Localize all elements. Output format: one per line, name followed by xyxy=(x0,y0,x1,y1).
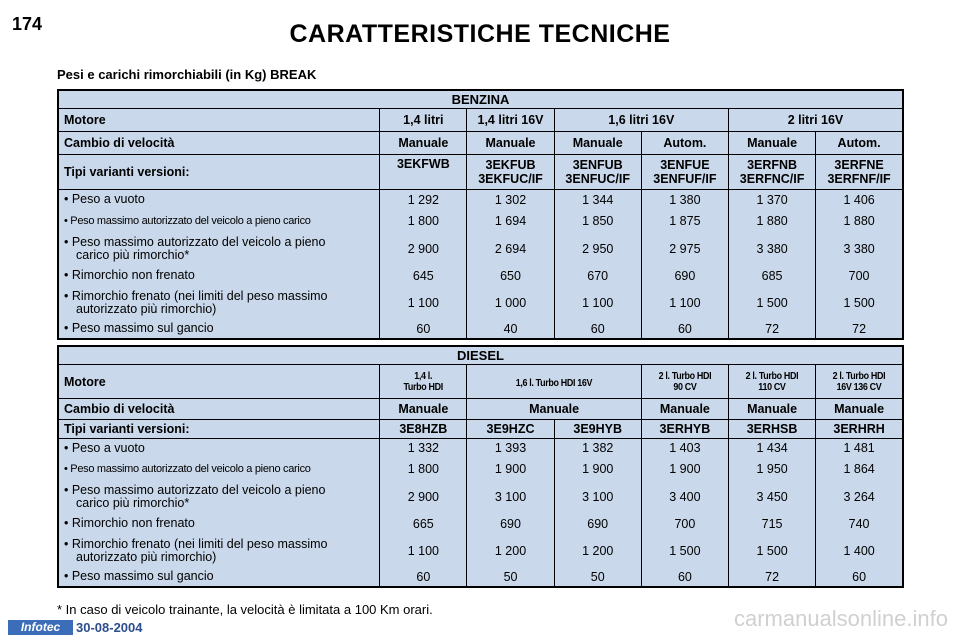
value-cell: 1 900 xyxy=(641,458,728,480)
value-cell: 60 xyxy=(380,320,467,339)
benzina-table xyxy=(57,89,904,340)
value-cell: 1 100 xyxy=(641,286,728,320)
tipi-label: Tipi varianti versioni: xyxy=(58,420,380,439)
value-cell: 72 xyxy=(728,320,815,339)
value-cell: 40 xyxy=(467,320,554,339)
value-cell: 1 292 xyxy=(380,190,467,210)
table-row xyxy=(58,210,903,232)
value-cell: 645 xyxy=(380,266,467,286)
value-cell: 60 xyxy=(641,568,728,587)
infotec-logo: Infotec xyxy=(8,620,73,635)
cambio-cell: Manuale xyxy=(816,399,903,420)
section-subtitle: Pesi e carichi rimorchiabili (in Kg) BREAK xyxy=(57,67,317,82)
value-cell: 1 500 xyxy=(641,534,728,568)
value-cell: 3 100 xyxy=(554,480,641,514)
value-cell: 690 xyxy=(554,514,641,534)
value-cell: 60 xyxy=(554,320,641,339)
value-cell: 1 380 xyxy=(641,190,728,210)
motore-cell: 1,4 litri xyxy=(380,109,467,132)
tipi-cell: 3ERHYB xyxy=(641,420,728,439)
diesel-header: DIESEL xyxy=(58,346,903,365)
value-cell: 50 xyxy=(467,568,554,587)
motore-cell: 1,4 l. Turbo HDI xyxy=(380,365,467,399)
page-number: 174 xyxy=(12,14,43,34)
value-cell: 1 880 xyxy=(816,210,903,232)
value-cell: 1 850 xyxy=(554,210,641,232)
table-row xyxy=(58,568,903,587)
value-cell: 72 xyxy=(728,568,815,587)
value-cell: 1 900 xyxy=(467,458,554,480)
table-row xyxy=(58,232,903,266)
value-cell: 1 694 xyxy=(467,210,554,232)
row-label: • Peso massimo autorizzato del veicolo a pieno carico più rimorchio* xyxy=(64,482,326,510)
value-cell: 60 xyxy=(380,568,467,587)
value-cell: 1 406 xyxy=(816,190,903,210)
value-cell: 1 344 xyxy=(554,190,641,210)
value-cell: 670 xyxy=(554,266,641,286)
row-label: • Peso a vuoto xyxy=(64,192,145,207)
tipi-cell: 3E9HYB xyxy=(554,420,641,439)
tipi-cell: 3EKFWB xyxy=(380,155,467,190)
value-cell: 1 481 xyxy=(816,439,903,458)
table-row xyxy=(58,320,903,339)
motore-cell: 2 l. Turbo HDI 110 CV xyxy=(728,365,815,399)
value-cell: 685 xyxy=(728,266,815,286)
value-cell: 3 264 xyxy=(816,480,903,514)
value-cell: 650 xyxy=(467,266,554,286)
value-cell: 1 393 xyxy=(467,439,554,458)
motore-cell: 1,6 l. Turbo HDI 16V xyxy=(467,365,641,399)
row-label: • Peso massimo autorizzato del veicolo a pieno carico più rimorchio* xyxy=(64,234,326,262)
tipi-cell: 3E8HZB xyxy=(380,420,467,439)
value-cell: 665 xyxy=(380,514,467,534)
cambio-label: Cambio di velocità xyxy=(58,399,380,420)
cambio-cell: Manuale xyxy=(728,132,815,155)
row-label: • Rimorchio non frenato xyxy=(64,516,195,530)
row-label: • Peso massimo sul gancio xyxy=(64,321,214,335)
cambio-cell: Manuale xyxy=(554,132,641,155)
value-cell: 3 380 xyxy=(816,232,903,266)
motore-cell: 2 l. Turbo HDI 16V 136 CV xyxy=(816,365,903,399)
tipi-cell: 3E9HZC xyxy=(467,420,554,439)
value-cell: 1 100 xyxy=(554,286,641,320)
motore-cell: 2 l. Turbo HDI 90 CV xyxy=(641,365,728,399)
value-cell: 1 500 xyxy=(728,286,815,320)
cambio-cell: Autom. xyxy=(816,132,903,155)
value-cell: 690 xyxy=(641,266,728,286)
value-cell: 1 382 xyxy=(554,439,641,458)
tipi-cell: 3EKFUB 3EKFUC/IF xyxy=(467,155,554,190)
row-label: • Rimorchio frenato (nei limiti del peso massimo autorizzato più rimorchio) xyxy=(64,536,328,564)
value-cell: 3 380 xyxy=(728,232,815,266)
table-row xyxy=(58,266,903,286)
motore-cell: 2 litri 16V xyxy=(728,109,903,132)
table-row xyxy=(58,439,903,458)
cambio-cell: Autom. xyxy=(641,132,728,155)
value-cell: 700 xyxy=(641,514,728,534)
cambio-cell: Manuale xyxy=(467,399,641,420)
value-cell: 60 xyxy=(816,568,903,587)
tipi-cell: 3ERHRH xyxy=(816,420,903,439)
value-cell: 1 200 xyxy=(554,534,641,568)
value-cell: 1 434 xyxy=(728,439,815,458)
tipi-cell: 3ERFNB 3ERFNC/IF xyxy=(728,155,815,190)
page-title: CARATTERISTICHE TECNICHE xyxy=(289,20,671,48)
value-cell: 1 500 xyxy=(816,286,903,320)
value-cell: 1 880 xyxy=(728,210,815,232)
value-cell: 1 000 xyxy=(467,286,554,320)
value-cell: 60 xyxy=(641,320,728,339)
value-cell: 2 900 xyxy=(380,480,467,514)
value-cell: 2 900 xyxy=(380,232,467,266)
table-row xyxy=(58,458,903,480)
value-cell: 715 xyxy=(728,514,815,534)
row-label: • Peso massimo autorizzato del veicolo a pieno carico xyxy=(64,462,311,475)
motore-label: Motore xyxy=(58,109,380,132)
tipi-cell: 3ENFUE 3ENFUF/IF xyxy=(641,155,728,190)
value-cell: 72 xyxy=(816,320,903,339)
row-label: • Peso a vuoto xyxy=(64,440,145,455)
watermark: carmanualsonline.info xyxy=(733,606,948,631)
value-cell: 1 800 xyxy=(380,458,467,480)
benzina-header: BENZINA xyxy=(58,90,903,109)
value-cell: 1 100 xyxy=(380,534,467,568)
row-label: • Rimorchio frenato (nei limiti del peso massimo autorizzato più rimorchio) xyxy=(64,288,328,316)
table-row xyxy=(58,534,903,568)
value-cell: 1 403 xyxy=(641,439,728,458)
value-cell: 3 100 xyxy=(467,480,554,514)
value-cell: 1 950 xyxy=(728,458,815,480)
value-cell: 1 370 xyxy=(728,190,815,210)
tipi-cell: 3ENFUB 3ENFUC/IF xyxy=(554,155,641,190)
value-cell: 2 694 xyxy=(467,232,554,266)
cambio-cell: Manuale xyxy=(467,132,554,155)
print-date: 30-08-2004 xyxy=(76,620,143,635)
tipi-label: Tipi varianti versioni: xyxy=(58,155,380,190)
value-cell: 1 500 xyxy=(728,534,815,568)
tipi-cell: 3ERFNE 3ERFNF/IF xyxy=(816,155,903,190)
value-cell: 50 xyxy=(554,568,641,587)
value-cell: 1 400 xyxy=(816,534,903,568)
table-row xyxy=(58,286,903,320)
value-cell: 1 200 xyxy=(467,534,554,568)
cambio-cell: Manuale xyxy=(728,399,815,420)
value-cell: 690 xyxy=(467,514,554,534)
cambio-cell: Manuale xyxy=(641,399,728,420)
motore-cell: 1,4 litri 16V xyxy=(467,109,554,132)
value-cell: 2 950 xyxy=(554,232,641,266)
value-cell: 3 450 xyxy=(728,480,815,514)
value-cell: 1 302 xyxy=(467,190,554,210)
value-cell: 1 900 xyxy=(554,458,641,480)
footnote: * In caso di veicolo trainante, la velocità è limitata a 100 Km orari. xyxy=(57,602,433,617)
row-label: • Peso massimo autorizzato del veicolo a pieno carico xyxy=(64,214,311,227)
value-cell: 1 332 xyxy=(380,439,467,458)
value-cell: 1 875 xyxy=(641,210,728,232)
motore-label: Motore xyxy=(58,365,380,399)
value-cell: 3 400 xyxy=(641,480,728,514)
value-cell: 1 864 xyxy=(816,458,903,480)
value-cell: 700 xyxy=(816,266,903,286)
table-row xyxy=(58,190,903,210)
value-cell: 740 xyxy=(816,514,903,534)
table-row xyxy=(58,514,903,534)
value-cell: 1 100 xyxy=(380,286,467,320)
cambio-cell: Manuale xyxy=(380,399,467,420)
cambio-cell: Manuale xyxy=(380,132,467,155)
cambio-label: Cambio di velocità xyxy=(58,132,380,155)
table-row xyxy=(58,480,903,514)
row-label: • Rimorchio non frenato xyxy=(64,268,195,282)
diesel-table xyxy=(57,345,904,588)
value-cell: 2 975 xyxy=(641,232,728,266)
value-cell: 1 800 xyxy=(380,210,467,232)
tipi-cell: 3ERHSB xyxy=(728,420,815,439)
row-label: • Peso massimo sul gancio xyxy=(64,569,214,583)
motore-cell: 1,6 litri 16V xyxy=(554,109,728,132)
